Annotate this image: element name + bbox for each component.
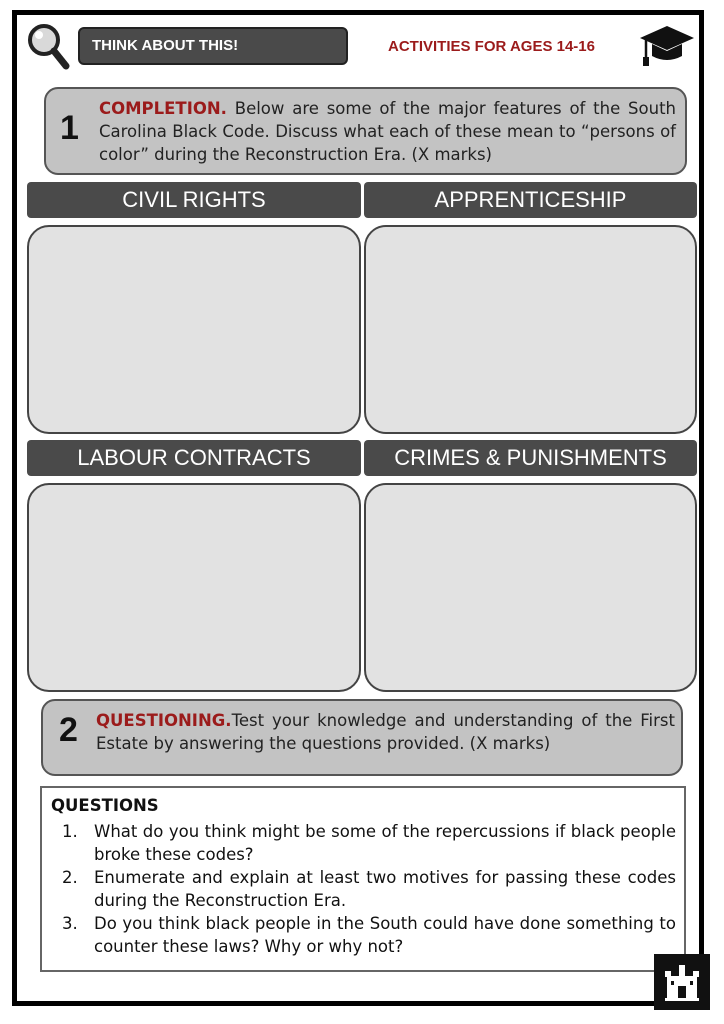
- box-label-civil-rights: CIVIL RIGHTS: [27, 182, 361, 218]
- think-about-this-banner: THINK ABOUT THIS!: [78, 27, 348, 65]
- section-number: 1: [60, 109, 79, 147]
- question-text: Enumerate and explain at least two motives for passing these codes during the Reconstruction Era.: [94, 868, 676, 910]
- ages-label: ACTIVITIES FOR AGES 14-16: [388, 38, 595, 55]
- question-item: [62, 866, 676, 912]
- instruction-body: Test your knowledge and understanding of the First Estate by answering the questions provided. (X marks): [96, 711, 675, 753]
- question-item: [62, 820, 676, 866]
- question-text: Do you think black people in the South could have done something to counter these laws? Why or why not?: [94, 914, 676, 956]
- question-text: What do you think might be some of the repercussions if black people broke these codes?: [94, 822, 676, 864]
- answer-box-crimes-punishments[interactable]: [364, 483, 697, 692]
- instruction-text: [99, 97, 676, 166]
- answer-box-civil-rights[interactable]: [27, 225, 361, 434]
- question-number: 3.: [62, 914, 78, 933]
- instruction-keyword: QUESTIONING.: [96, 711, 232, 730]
- instruction-keyword: COMPLETION.: [99, 99, 227, 118]
- section-number: 2: [59, 711, 78, 749]
- box-label-apprenticeship: APPRENTICESHIP: [364, 182, 697, 218]
- questions-title: QUESTIONS: [51, 796, 159, 815]
- questions-list: [62, 820, 676, 958]
- completion-instruction: [44, 87, 687, 175]
- question-number: 2.: [62, 868, 78, 887]
- instruction-text: [96, 709, 675, 755]
- questions-box: [40, 786, 686, 972]
- magnifier-icon: [26, 22, 70, 72]
- questioning-instruction: [41, 699, 683, 776]
- graduation-cap-icon: [638, 22, 696, 70]
- answer-box-apprenticeship[interactable]: [364, 225, 697, 434]
- question-item: [62, 912, 676, 958]
- instruction-body: Below are some of the major features of the South Carolina Black Code. Discuss what each of these mean to “persons of color” during the Reconstruction Era. (X marks): [99, 99, 676, 164]
- box-label-labour-contracts: LABOUR CONTRACTS: [27, 440, 361, 476]
- box-label-crimes-punishments: CRIMES & PUNISHMENTS: [364, 440, 697, 476]
- question-number: 1.: [62, 822, 78, 841]
- castle-icon: [654, 954, 710, 1010]
- answer-box-labour-contracts[interactable]: [27, 483, 361, 692]
